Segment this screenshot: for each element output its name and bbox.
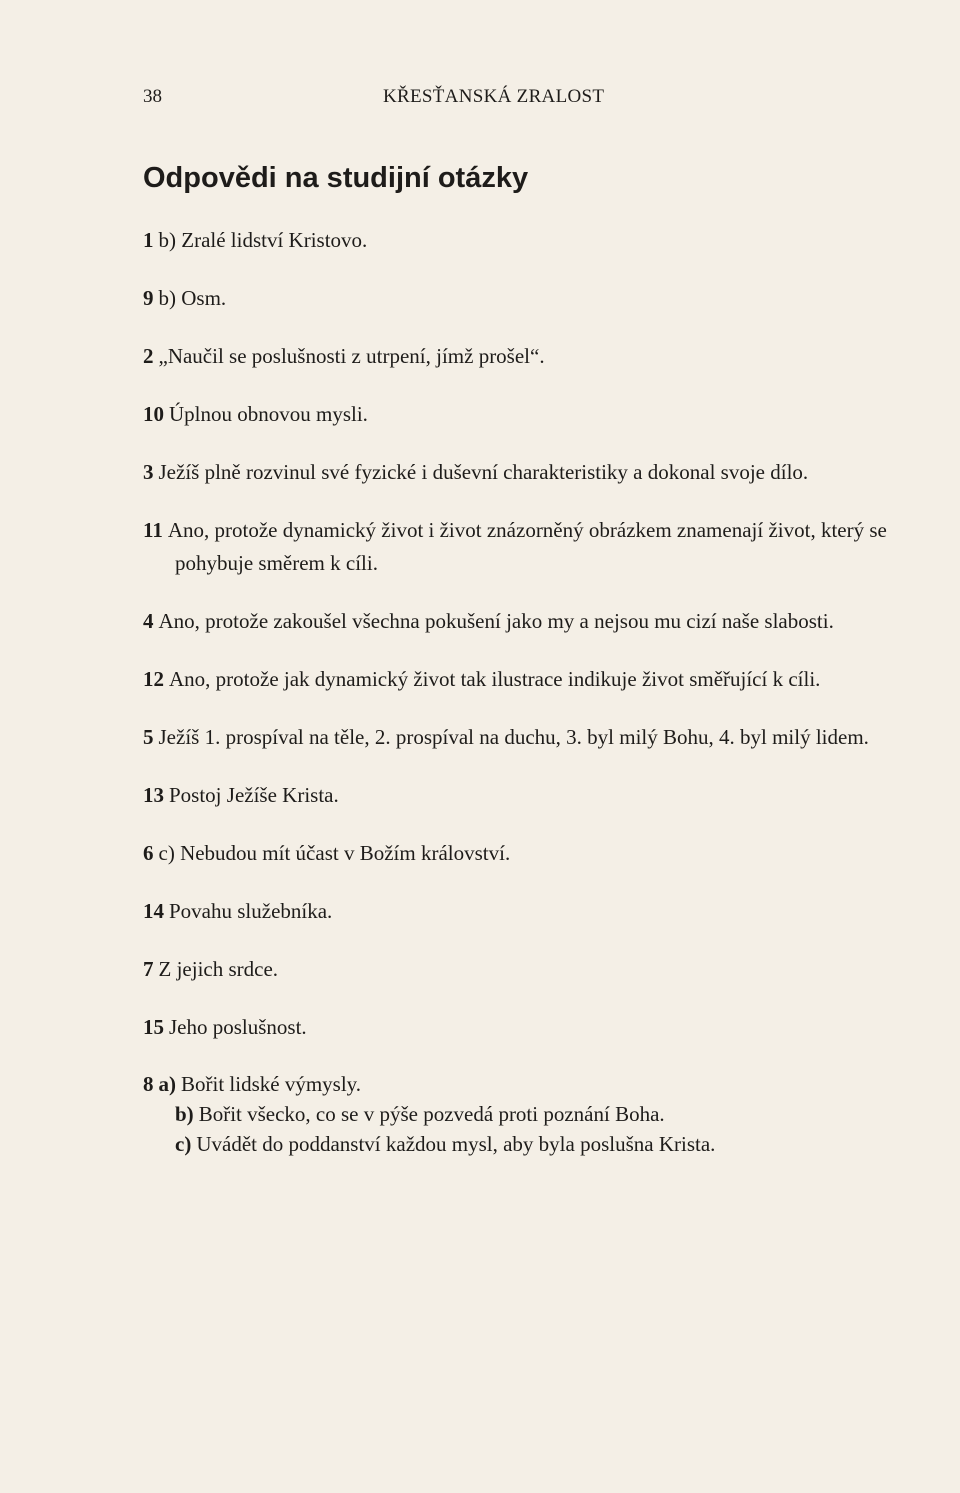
answer-number: 9 <box>143 286 154 310</box>
answer-item <box>143 895 893 928</box>
answer-number: 3 <box>143 460 154 484</box>
answer-number: 15 <box>143 1015 164 1039</box>
answer-list <box>143 224 893 1184</box>
answer-text: Ano, protože dynamický život i život znázorněný obrázkem znamenají život, který se pohybuje směrem k cíli. <box>167 518 887 575</box>
answer-item <box>143 779 893 812</box>
answer-item <box>143 837 893 870</box>
answer-number: 2 <box>143 344 154 368</box>
section-heading: Odpovědi na studijní otázky <box>143 162 529 194</box>
answer-8-line-c <box>175 1132 715 1156</box>
answer-text: Ano, protože zakoušel všechna pokušení jako my a nejsou mu cizí naše slabosti. <box>158 609 834 633</box>
answer-8-text-a: Bořit lidské výmysly. <box>181 1072 362 1096</box>
page-number: 38 <box>143 86 162 107</box>
answer-text: „Naučil se poslušnosti z utrpení, jímž prošel“. <box>158 344 545 368</box>
answer-text: Jeho poslušnost. <box>169 1015 307 1039</box>
answer-item <box>143 1011 893 1044</box>
sub-label-c: c) <box>175 1132 192 1156</box>
answer-text: b) Zralé lidství Kristovo. <box>158 228 368 252</box>
answer-item <box>143 282 893 315</box>
answer-number: 4 <box>143 609 154 633</box>
answer-item <box>143 605 893 638</box>
answer-text: Ježíš plně rozvinul své fyzické i duševní charakteristiky a dokonal svoje dílo. <box>158 460 809 484</box>
running-head <box>143 86 843 112</box>
answer-text: Ježíš 1. prospíval na těle, 2. prospíval na duchu, 3. byl milý Bohu, 4. byl milý lidem. <box>158 725 869 749</box>
answer-text: b) Osm. <box>158 286 227 310</box>
answer-number: 7 <box>143 957 154 981</box>
answer-number: 10 <box>143 402 164 426</box>
running-title: KŘESŤANSKÁ ZRALOST <box>383 86 605 107</box>
answer-text: Postoj Ježíše Krista. <box>169 783 339 807</box>
answer-text: c) Nebudou mít účast v Božím království. <box>158 841 511 865</box>
answer-number: 6 <box>143 841 154 865</box>
sub-label-b: b) <box>175 1102 194 1126</box>
answer-8-text-c: Uvádět do poddanství každou mysl, aby byla poslušna Krista. <box>196 1132 716 1156</box>
answer-8-line-b <box>175 1102 665 1126</box>
answer-8-text-b: Bořit všecko, co se v pýše pozvedá proti poznání Boha. <box>198 1102 665 1126</box>
answer-number: 8 <box>143 1072 154 1096</box>
answer-text: Úplnou obnovou mysli. <box>169 402 368 426</box>
answer-text: Ano, protože jak dynamický život tak ilustrace indikuje život směřující k cíli. <box>169 667 821 691</box>
answer-text: Z jejich srdce. <box>158 957 279 981</box>
answer-8-line-a <box>143 1072 361 1096</box>
answer-item-8 <box>143 1069 893 1159</box>
answer-item <box>143 663 893 696</box>
answer-text: Povahu služebníka. <box>169 899 333 923</box>
answer-item <box>143 224 893 257</box>
answer-number: 11 <box>143 518 163 542</box>
answer-item <box>143 456 893 489</box>
answer-number: 12 <box>143 667 164 691</box>
answer-item <box>143 398 893 431</box>
answer-number: 13 <box>143 783 164 807</box>
answer-number: 14 <box>143 899 164 923</box>
answer-item <box>143 953 893 986</box>
answer-item <box>143 514 893 580</box>
answer-item <box>143 721 893 754</box>
answer-item <box>143 340 893 373</box>
answer-number: 1 <box>143 228 154 252</box>
sub-label-a: a) <box>158 1072 176 1096</box>
answer-number: 5 <box>143 725 154 749</box>
